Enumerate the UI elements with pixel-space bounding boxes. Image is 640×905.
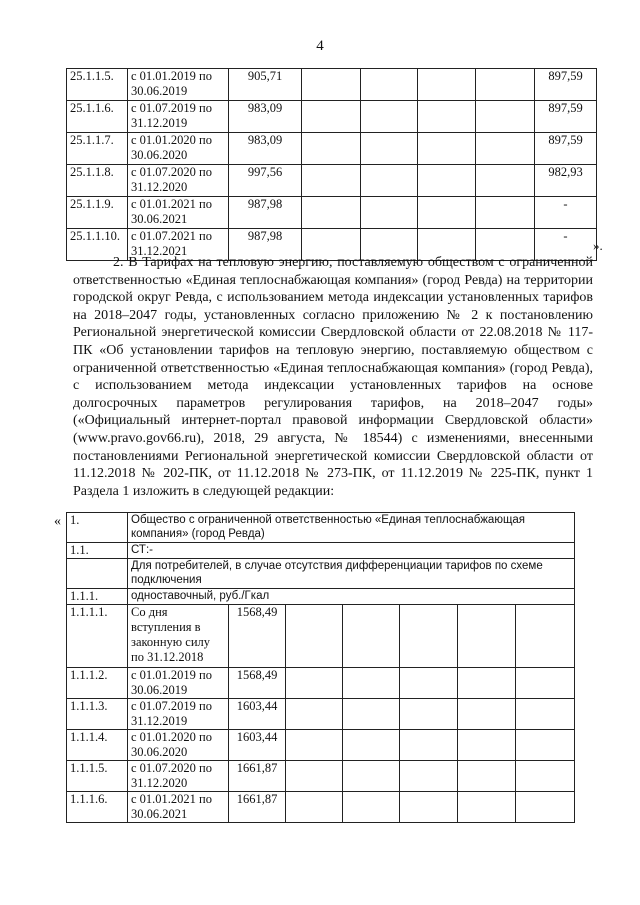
row-value-2: - [535,197,597,229]
empty-cell [361,69,418,101]
empty-cell [400,668,458,699]
row-value: 1661,87 [229,761,286,792]
empty-cell [418,69,476,101]
row-code: 1.1. [67,543,128,559]
row-value-2: 897,59 [535,101,597,133]
row-value-2: 897,59 [535,69,597,101]
row-value: 997,56 [229,165,302,197]
row-code: 1.1.1.1. [67,605,128,668]
row-value: 1661,87 [229,792,286,823]
empty-cell [476,133,535,165]
row-value: 1568,49 [229,668,286,699]
table-row [67,605,575,668]
row-value: 1603,44 [229,699,286,730]
table-row [67,543,575,559]
empty-cell [476,197,535,229]
table-row [67,165,597,197]
amendment-paragraph [73,254,593,500]
row-period: с 01.01.2019 по 30.06.2019 [128,668,229,699]
empty-cell [476,69,535,101]
row-code: 1.1.1.2. [67,668,128,699]
table-row [67,197,597,229]
row-code: 25.1.1.9. [67,197,128,229]
table-row [67,69,597,101]
row-period: с 01.07.2019 по 31.12.2019 [128,101,229,133]
empty-cell [302,165,361,197]
empty-cell [286,668,343,699]
row-value: 987,98 [229,229,302,261]
row-code: 25.1.1.10. [67,229,128,261]
empty-cell [418,101,476,133]
empty-cell [400,792,458,823]
table-row [67,513,575,543]
table-row [67,133,597,165]
row-value: 1568,49 [229,605,286,668]
empty-cell [286,730,343,761]
empty-cell [400,730,458,761]
empty-cell [400,761,458,792]
empty-cell [302,69,361,101]
row-period: с 01.01.2020 по 30.06.2020 [128,133,229,165]
table-row [67,699,575,730]
empty-cell [458,668,516,699]
empty-cell [343,792,400,823]
row-period: с 01.07.2020 по 31.12.2020 [128,165,229,197]
empty-cell [516,730,575,761]
row-value-2: 982,93 [535,165,597,197]
empty-cell [418,133,476,165]
row-code: 25.1.1.8. [67,165,128,197]
row-code: 1.1.1.4. [67,730,128,761]
row-code: 1.1.1. [67,589,128,605]
empty-cell [476,165,535,197]
row-value: 983,09 [229,133,302,165]
open-quote: « [54,514,61,529]
consumer-group: Для потребителей, в случае отсутствия дифференциации тарифов по схеме подключения [128,559,575,589]
table-row [67,559,575,589]
table-row [67,730,575,761]
empty-cell [458,699,516,730]
empty-cell [286,792,343,823]
row-period: с 01.01.2021 по 30.06.2021 [128,792,229,823]
empty-cell [286,761,343,792]
row-code: 25.1.1.7. [67,133,128,165]
table-row [67,792,575,823]
empty-cell [343,699,400,730]
row-code: 25.1.1.5. [67,69,128,101]
table-row [67,668,575,699]
row-value: 1603,44 [229,730,286,761]
empty-cell [361,101,418,133]
empty-cell [418,165,476,197]
row-period: с 01.07.2019 по 31.12.2019 [128,699,229,730]
empty-cell [458,730,516,761]
row-value: 983,09 [229,101,302,133]
row-code: 1.1.1.3. [67,699,128,730]
empty-cell [361,165,418,197]
empty-cell [476,101,535,133]
table-row [67,101,597,133]
empty-cell [516,761,575,792]
empty-cell [458,605,516,668]
empty-cell [418,197,476,229]
row-period: с 01.01.2020 по 30.06.2020 [128,730,229,761]
empty-cell [343,761,400,792]
row-period: Со дня вступления в законную силу по 31.12.2018 [128,605,229,668]
row-code: 1.1.1.5. [67,761,128,792]
row-value-2: - [535,229,597,261]
row-code: 1.1.1.6. [67,792,128,823]
empty-cell [516,605,575,668]
page-number: 4 [316,38,324,54]
row-period: с 01.01.2021 по 30.06.2021 [128,197,229,229]
organization-name: Общество с ограниченной ответственностью «Единая теплоснабжающая компания» (город Ревда) [128,513,575,543]
row-period: с 01.07.2020 по 31.12.2020 [128,761,229,792]
table-row [67,761,575,792]
empty-cell [302,101,361,133]
empty-cell [361,197,418,229]
empty-cell [343,668,400,699]
empty-cell [516,792,575,823]
row-value: 987,98 [229,197,302,229]
tariff-type: одноставочный, руб./Гкал [128,589,575,605]
row-period: с 01.01.2019 по 30.06.2019 [128,69,229,101]
tariff-table-continued [66,68,597,261]
empty-cell [286,605,343,668]
paragraph-text: 2. В Тарифах на тепловую энергию, поставляемую обществом с ограниченной ответственностью «Единая теплоснабжающая компания» (город Ревда) на территории городской округ Ревда, с использованием метода индексации установленных тарифов на 2018–2047 годы, установленных согласно приложению № 2 к постановлению Региональной энергетической комиссии Свердловской области от 22.08.2018 № 117-ПК «Об установлении тарифов на тепловую энергию, поставляемую обществом с ограниченной ответственностью «Единая теплоснабжающая компания» (город Ревда), с использованием метода индексации установленных тарифов на основе долгосрочных параметров регулирования тарифов, на 2018–2047 годы» («Официальный интернет-портал правовой информации Свердловской области» (www.pravo.gov66.ru), 2018, 29 августа, № 18544) с изменениями, внесенными постановлениями Региональной энергетической комиссии Свердловской области от 11.12.2018 № 202-ПК, от 11.12.2018 № 273-ПК, от 11.12.2019 № 225-ПК, пункт 1 Раздела 1 изложить в следующей редакции: [73,255,593,499]
empty-cell [343,730,400,761]
row-value-2: 897,59 [535,133,597,165]
table-row [67,589,575,605]
row-code: 1. [67,513,128,543]
empty-cell [302,197,361,229]
empty-cell [400,699,458,730]
empty-cell [458,761,516,792]
empty-cell [400,605,458,668]
empty-cell [458,792,516,823]
table-closing-quote: ». [593,238,603,253]
empty-cell [286,699,343,730]
empty-cell [516,668,575,699]
row-period: с 01.07.2021 по 31.12.2021 [128,229,229,261]
empty-cell [361,133,418,165]
empty-cell [516,699,575,730]
row-value: 905,71 [229,69,302,101]
tariff-table-new [66,512,575,823]
row-code: 25.1.1.6. [67,101,128,133]
empty-cell [302,133,361,165]
system-label: СТ:- [128,543,575,559]
empty-cell [343,605,400,668]
